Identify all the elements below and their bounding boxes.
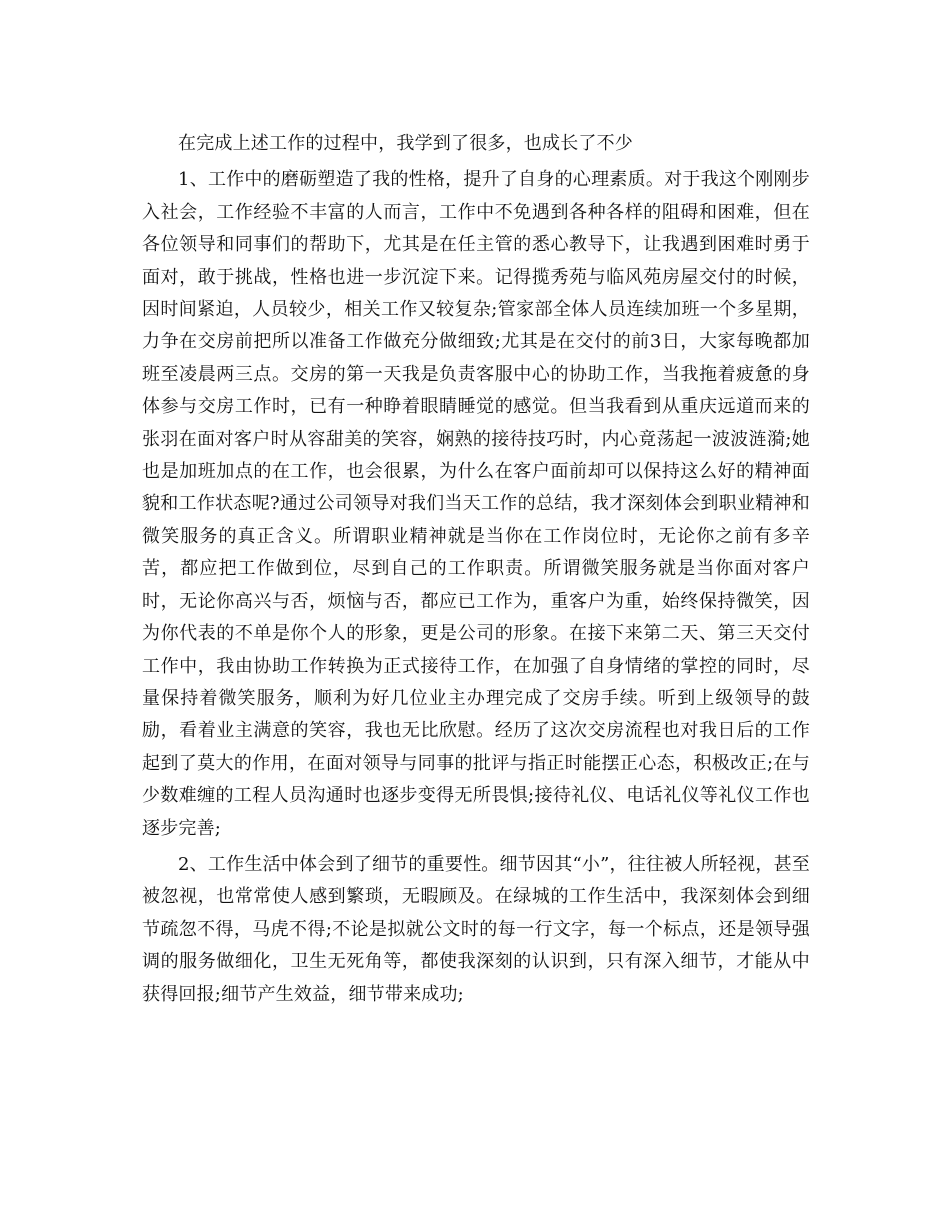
document-body [142,128,810,1011]
paragraph-intro: 在完成上述工作的过程中，我学到了很多，也成长了不少 [178,133,633,154]
paragraph-2: 2、工作生活中体会到了细节的重要性。细节因其“小”，往往被人所轻视，甚至被忽视，也常常使人感到繁琐，无暇顾及。在绿城的工作生活中，我深刻体会到细节疏忽不得，马虎不得;不论是拟就公文时的每一行文字，每一个标点，还是领导强调的服务做细化，卫生无死角等，都使我深刻的认识到，只有深入细节，才能从中获得回报;细节产生效益，细节带来成功; [142,853,810,1005]
paragraph-1: 1、工作中的磨砺塑造了我的性格，提升了自身的心理素质。对于我这个刚刚步入社会，工作经验不丰富的人而言，工作中不免遇到各种各样的阻碍和困难，但在各位领导和同事们的帮助下，尤其是在任主管的悉心教导下，让我遇到困难时勇于面对，敢于挑战，性格也进一步沉淀下来。记得揽秀苑与临风苑房屋交付的时候，因时间紧迫，人员较少，相关工作又较复杂;管家部全体人员连续加班一个多星期，力争在交房前把所以准备工作做充分做细致;尤其是在交付的前3日，大家每晚都加班至凌晨两三点。交房的第一天我是负责客服中心的协助工作，当我拖着疲惫的身体参与交房工作时，已有一种睁着眼睛睡觉的感觉。但当我看到从重庆远道而来的张羽在面对客户时从容甜美的笑容，娴熟的接待技巧时，内心竟荡起一波波涟漪;她也是加班加点的在工作，也会很累，为什么在客户面前却可以保持这么好的精神面貌和工作状态呢?通过公司领导对我们当天工作的总结，我才深刻体会到职业精神和微笑服务的真正含义。所谓职业精神就是当你在工作岗位时，无论你之前有多辛苦，都应把工作做到位，尽到自己的工作职责。所谓微笑服务就是当你面对客户时，无论你高兴与否，烦恼与否，都应已工作为，重客户为重，始终保持微笑，因为你代表的不单是你个人的形象，更是公司的形象。在接下来第二天、第三天交付工作中，我由协助工作转换为正式接待工作，在加强了自身情绪的掌控的同时，尽量保持着微笑服务，顺利为好几位业主办理完成了交房手续。听到上级领导的鼓励，看着业主满意的笑容，我也无比欣慰。经历了这次交房流程也对我日后的工作起到了莫大的作用，在面对领导与同事的批评与指正时能摆正心态，积极改正;在与少数难缠的工程人员沟通时也逐步变得无所畏惧;接待礼仪、电话礼仪等礼仪工作也逐步完善; [142,169,810,839]
